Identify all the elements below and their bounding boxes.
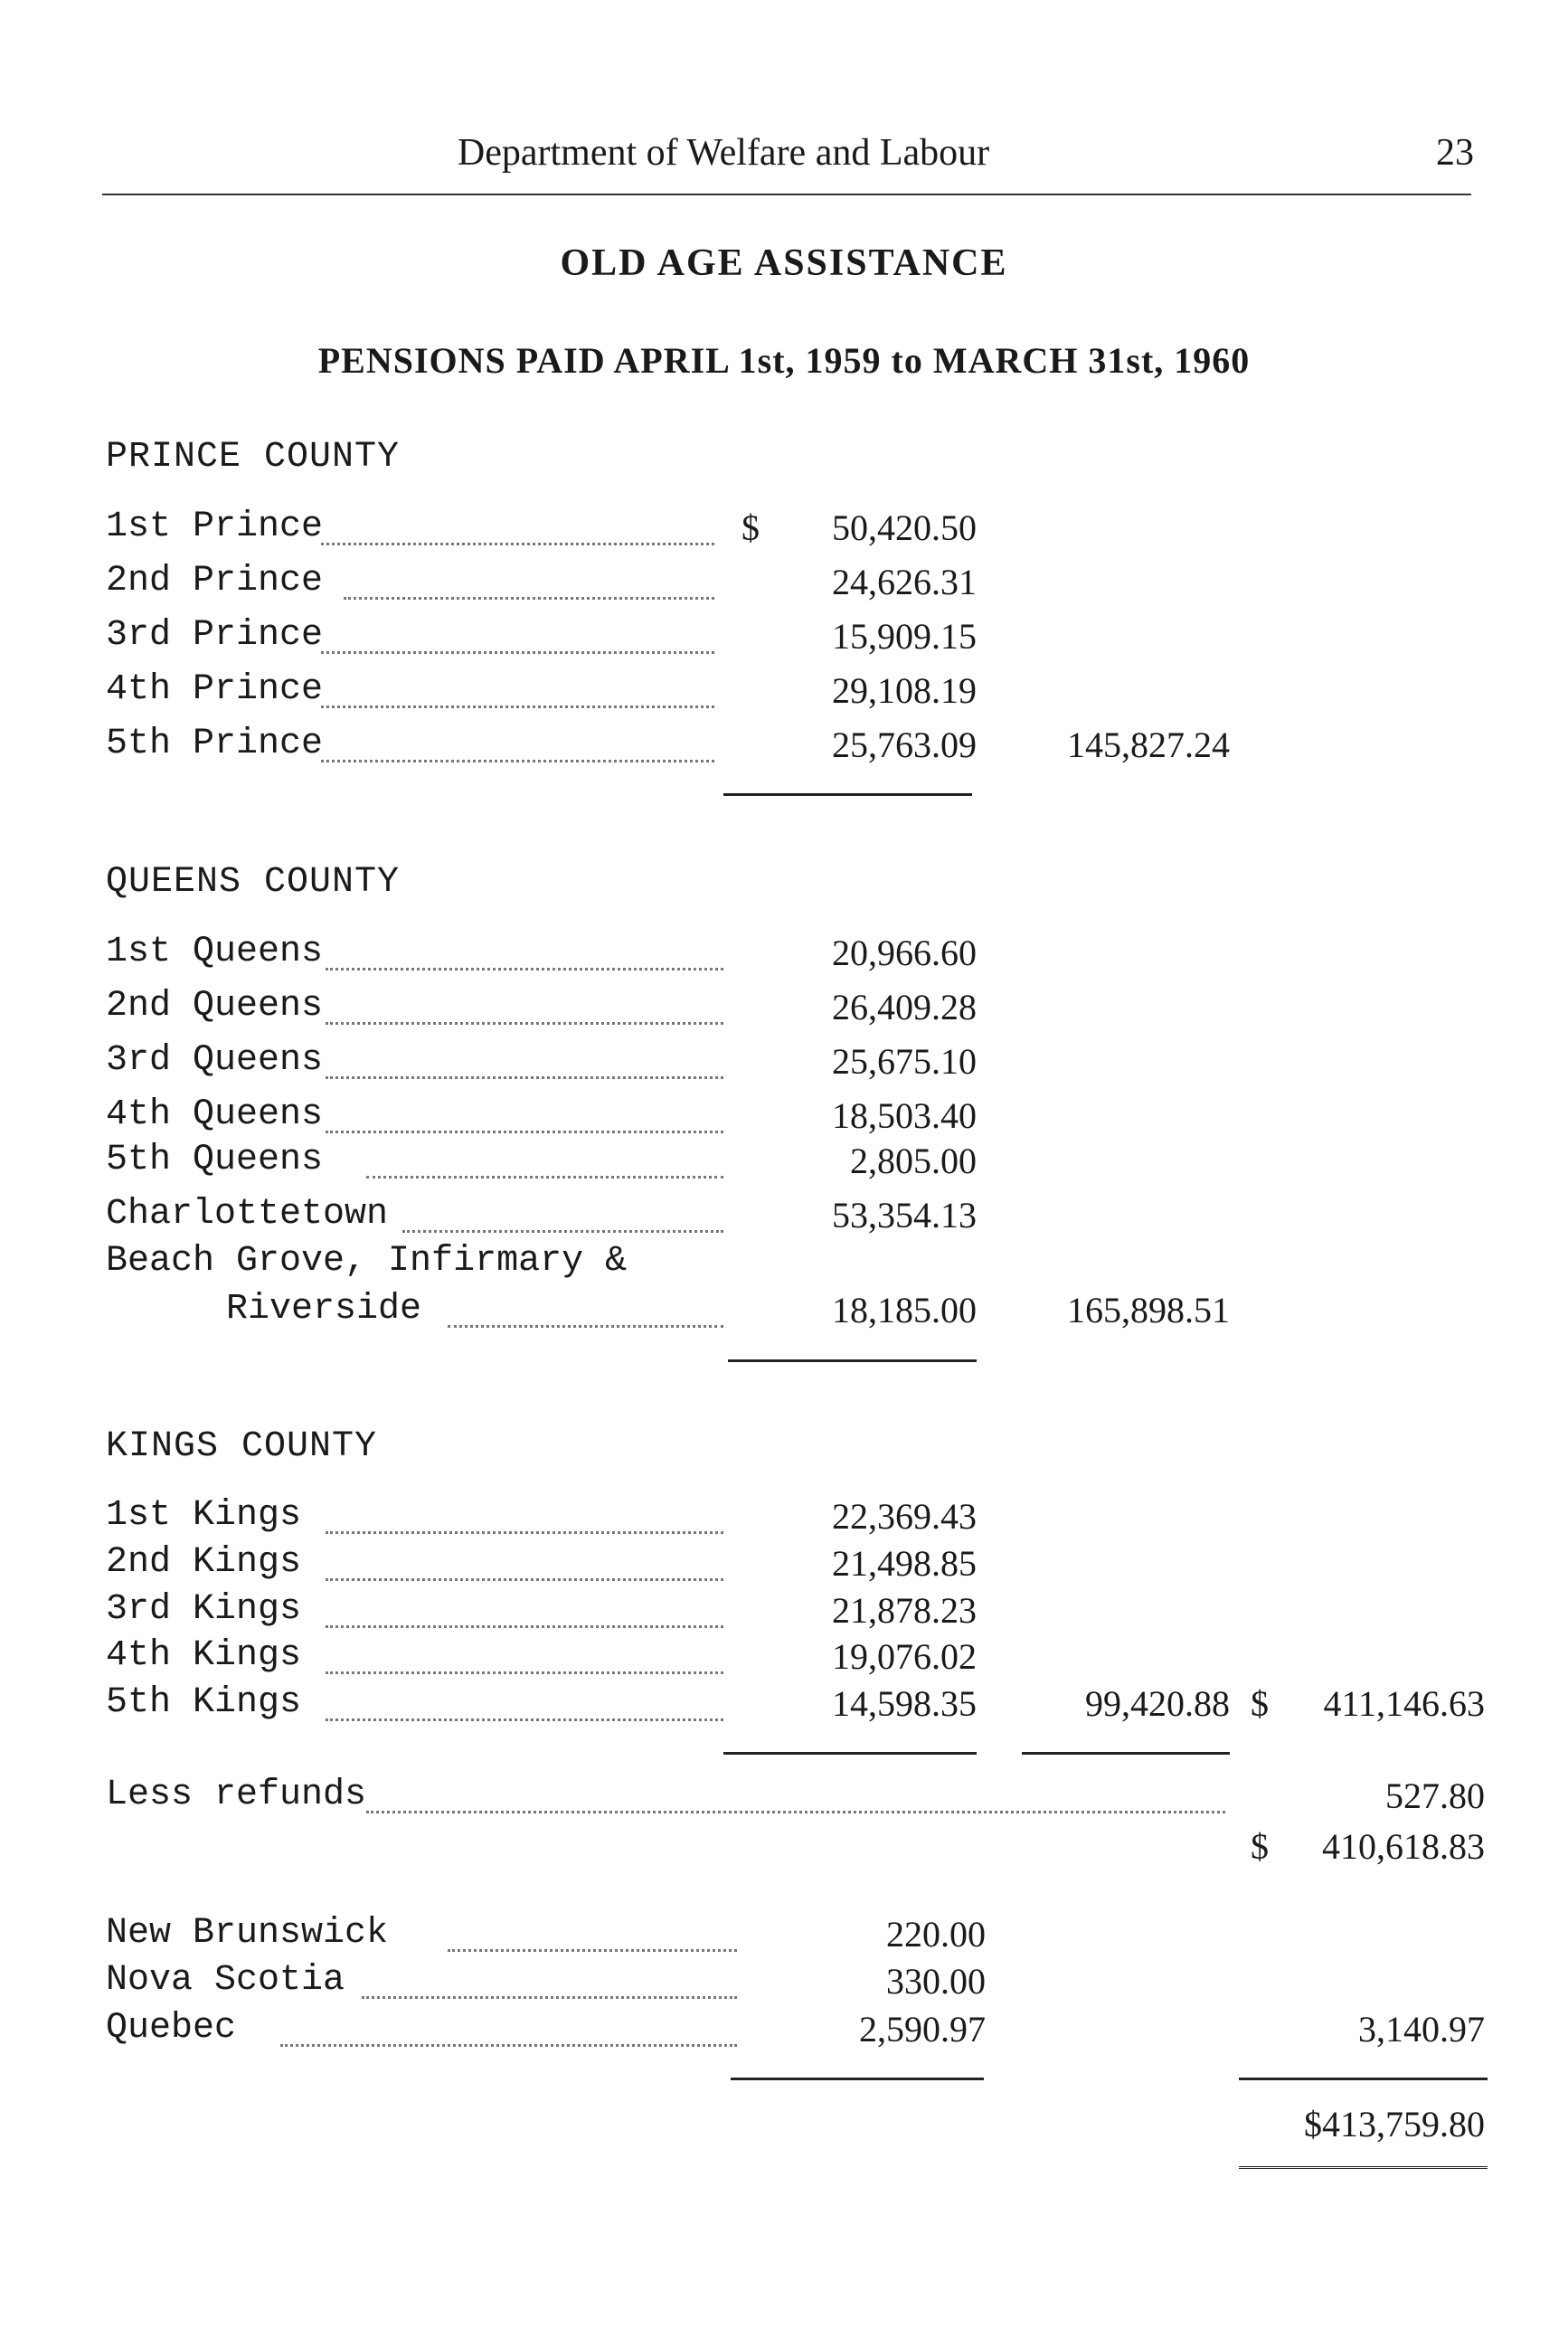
table-row <box>0 932 1568 977</box>
row-amount: 22,369.43 <box>832 1496 977 1537</box>
county-heading-kings: KINGS COUNTY <box>106 1426 378 1467</box>
row-amount: 26,409.28 <box>832 987 977 1027</box>
table-row <box>0 1589 1568 1634</box>
grand-total: $413,759.80 <box>1304 2104 1485 2144</box>
dot-leader <box>321 651 714 654</box>
row-label: New Brunswick <box>106 1913 389 1954</box>
row-label: 4th Queens <box>106 1094 324 1135</box>
row-label: 2nd Prince <box>106 561 324 601</box>
dot-leader <box>321 543 714 545</box>
row-amount: 2,590.97 <box>859 2009 986 2050</box>
subtotal-rule <box>723 793 972 796</box>
page-number: 23 <box>1436 132 1474 174</box>
table-row <box>0 1913 1568 1958</box>
net-total: 410,618.83 <box>1322 1826 1485 1867</box>
dot-leader <box>326 1671 723 1674</box>
row-amount: 18,503.40 <box>832 1095 977 1136</box>
row-label: 4th Kings <box>106 1635 302 1676</box>
table-row <box>0 507 1568 552</box>
row-label: Nova Scotia <box>106 1960 345 2001</box>
table-row <box>0 1241 1568 1286</box>
subtotal-rule <box>1022 1752 1230 1755</box>
table-row <box>0 1682 1568 1728</box>
row-amount: 220.00 <box>886 1914 986 1955</box>
table-row <box>0 615 1568 660</box>
dot-leader <box>321 705 714 708</box>
row-amount: 25,675.10 <box>832 1041 977 1082</box>
row-amount: 330.00 <box>886 1961 986 2002</box>
subtotal-rule <box>728 1359 977 1362</box>
currency-symbol: $ <box>1251 1683 1269 1724</box>
refunds-amount: 527.80 <box>1385 1775 1485 1816</box>
table-row <box>0 669 1568 715</box>
dot-leader <box>402 1230 723 1233</box>
table-row <box>0 986 1568 1031</box>
row-label: Charlottetown <box>106 1194 389 1235</box>
row-amount: 50,420.50 <box>832 507 977 548</box>
dot-leader <box>326 1022 723 1025</box>
row-amount: 21,878.23 <box>832 1590 977 1631</box>
document-subtitle: PENSIONS PAID APRIL 1st, 1959 to MARCH 31st, 1960 <box>317 340 1251 381</box>
row-label: 4th Prince <box>106 669 324 710</box>
dot-leader <box>362 1996 737 1999</box>
running-head: Department of Welfare and Labour <box>457 132 990 174</box>
dot-leader <box>326 968 723 970</box>
dot-leader <box>326 1531 723 1534</box>
table-row <box>0 561 1568 606</box>
row-label: 3rd Prince <box>106 615 324 656</box>
row-label: 5th Prince <box>106 724 324 764</box>
row-amount: 2,805.00 <box>850 1141 977 1181</box>
county-heading-queens: QUEENS COUNTY <box>106 862 401 903</box>
table-row <box>0 1960 1568 2005</box>
row-label: 2nd Kings <box>106 1542 302 1583</box>
dot-leader <box>366 1176 723 1179</box>
grand-total-row <box>0 2103 1568 2148</box>
dot-leader <box>326 1718 723 1721</box>
row-label: 2nd Queens <box>106 986 324 1027</box>
table-row <box>0 1194 1568 1239</box>
county-heading-prince: PRINCE COUNTY <box>106 437 401 478</box>
row-label: Quebec <box>106 2008 237 2049</box>
row-amount: 15,909.15 <box>832 616 977 657</box>
currency-symbol: $ <box>1251 1826 1269 1867</box>
dot-leader <box>448 1325 723 1328</box>
net-total-row <box>0 1825 1568 1870</box>
row-label: 3rd Kings <box>106 1589 302 1630</box>
row-label: Riverside <box>226 1289 422 1330</box>
table-row <box>0 1289 1568 1334</box>
dot-leader <box>326 1578 723 1581</box>
table-row <box>0 1140 1568 1185</box>
row-amount: 19,076.02 <box>832 1636 977 1677</box>
subtotal-rule <box>731 2078 984 2080</box>
dot-leader <box>280 2044 737 2047</box>
table-row <box>0 1635 1568 1680</box>
refunds-row <box>0 1775 1568 1820</box>
counties-total: 411,146.63 <box>1323 1683 1485 1724</box>
dot-leader <box>321 760 714 762</box>
table-row <box>0 1542 1568 1587</box>
grand-total-double-rule <box>1239 2166 1488 2173</box>
row-amount: 18,185.00 <box>832 1290 977 1330</box>
dot-leader <box>366 1811 1225 1813</box>
row-label: 5th Kings <box>106 1682 302 1723</box>
dot-leader <box>448 1949 737 1952</box>
total-rule <box>1239 2078 1488 2080</box>
dot-leader <box>326 1131 723 1133</box>
row-amount: 25,763.09 <box>832 724 977 765</box>
table-row <box>0 1094 1568 1140</box>
row-label: 1st Kings <box>106 1495 302 1536</box>
dot-leader <box>344 597 714 600</box>
county-subtotal: 145,827.24 <box>1067 724 1230 765</box>
provinces-total: 3,140.97 <box>1358 2009 1485 2050</box>
table-row <box>0 1040 1568 1085</box>
row-amount: 29,108.19 <box>832 670 977 711</box>
row-label: 5th Queens <box>106 1140 324 1180</box>
row-amount: 53,354.13 <box>832 1195 977 1236</box>
table-row <box>0 724 1568 769</box>
row-label: 1st Prince <box>106 507 324 547</box>
table-row <box>0 2008 1568 2053</box>
subtotal-rule <box>723 1752 977 1755</box>
row-amount: 21,498.85 <box>832 1543 977 1584</box>
document-title: OLD AGE ASSISTANCE <box>560 242 1008 284</box>
row-amount: 20,966.60 <box>832 933 977 973</box>
table-row <box>0 1495 1568 1540</box>
dot-leader <box>326 1076 723 1079</box>
row-amount: 14,598.35 <box>832 1683 977 1724</box>
header-rule <box>102 194 1471 195</box>
dot-leader <box>326 1625 723 1628</box>
row-label: 1st Queens <box>106 932 324 972</box>
refunds-label: Less refunds <box>106 1775 367 1815</box>
row-amount: 24,626.31 <box>832 562 977 602</box>
row-label: Beach Grove, Infirmary & <box>106 1241 628 1282</box>
county-subtotal: 99,420.88 <box>1085 1683 1230 1724</box>
row-label: 3rd Queens <box>106 1040 324 1081</box>
county-subtotal: 165,898.51 <box>1067 1290 1230 1330</box>
currency-symbol: $ <box>741 507 760 548</box>
